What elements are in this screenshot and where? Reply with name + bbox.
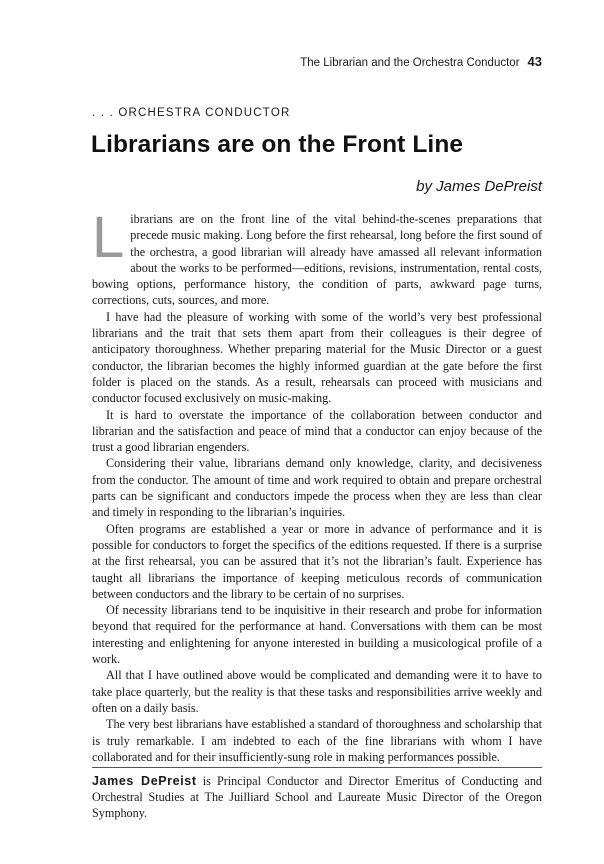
paragraph: Considering their value, librarians demand only knowledge, clarity, and decisiveness from the conductor. The amount of time and work required to obtain and prepare orchestral parts can be significant and conductors impede the process when they are less than clear and timely in responding to the librarian’s inquiries. <box>92 456 542 520</box>
bio-text: is Principal Conductor and Director Emeritus of Conducting and Orchestral Studies at The Juilliard School and Laureate Music Director of the Oregon Symphony. <box>92 774 543 821</box>
bio-divider <box>92 767 542 768</box>
paragraph: It is hard to overstate the importance of the collaboration between conductor and librarian and the satisfaction and peace of mind that a conductor can enjoy because of the trust a good librarian engenders. <box>92 407 542 455</box>
paragraph: All that I have outlined above would be complicated and demanding were it to have to take place quarterly, but the reality is that these tasks and responsibilities arrive weekly and often on a daily basis. <box>92 668 542 715</box>
running-title: The Librarian and the Orchestra Conductor <box>300 57 520 69</box>
paragraph <box>92 205 542 309</box>
section-kicker: . . . ORCHESTRA CONDUCTOR <box>92 107 291 119</box>
paragraph-text: ibrarians are on the front line of the vital behind-the-scenes preparations that precede music making. Long before the first rehearsal, long before the first sound of the orchestra, a good librarian will already have amassed all relevant information about the works to be performed—editions, revisions, instrumentation, rental costs, bowing options, performance history, the condition of parts, awkward page turns, corrections, cuts, sources, and more. <box>92 212 542 308</box>
paragraph: Of necessity librarians tend to be inquisitive in their research and probe for information beyond that required for the performance at hand. Conversations with them can be most interesting and enlightening for anyone interested in building a musicological profile of a work. <box>92 603 542 667</box>
author-bio <box>92 773 542 822</box>
paragraph: Often programs are established a year or more in advance of performance and it is possible for conductors to forget the specifics of the editions requested. If there is a surprise at the first rehearsal, you can be assured that it’s not the librarian’s fault. Experience has taught all librarians the importance of keeping meticulous records of communication between conductors and the library to be certain of no surprises. <box>92 521 542 601</box>
paragraph: The very best librarians have established a standard of thoroughness and scholarship that is truly remarkable. I am indebted to each of the fine librarians with whom I have collaborated and for their insufficiently-sung role in making performances possible. <box>92 717 542 764</box>
bio-name: James DePreist <box>92 774 197 788</box>
article-title: Librarians are on the Front Line <box>91 131 464 158</box>
byline: by James DePreist <box>416 178 542 195</box>
running-header <box>300 54 542 69</box>
article-body <box>92 205 542 765</box>
page-number: 43 <box>527 54 542 69</box>
paragraph: I have had the pleasure of working with some of the world’s very best professional librarians and the trait that sets them apart from their colleagues is their degree of anticipatory thoroughness. Whether preparing material for the Music Director or a guest conductor, the librarian becomes the highly informed guardian at the gate before the first folder is placed on the stands. As a result, rehearsals can proceed with musicians and conductor focused exclusively on music-making. <box>92 309 542 406</box>
drop-cap: L <box>92 205 125 270</box>
